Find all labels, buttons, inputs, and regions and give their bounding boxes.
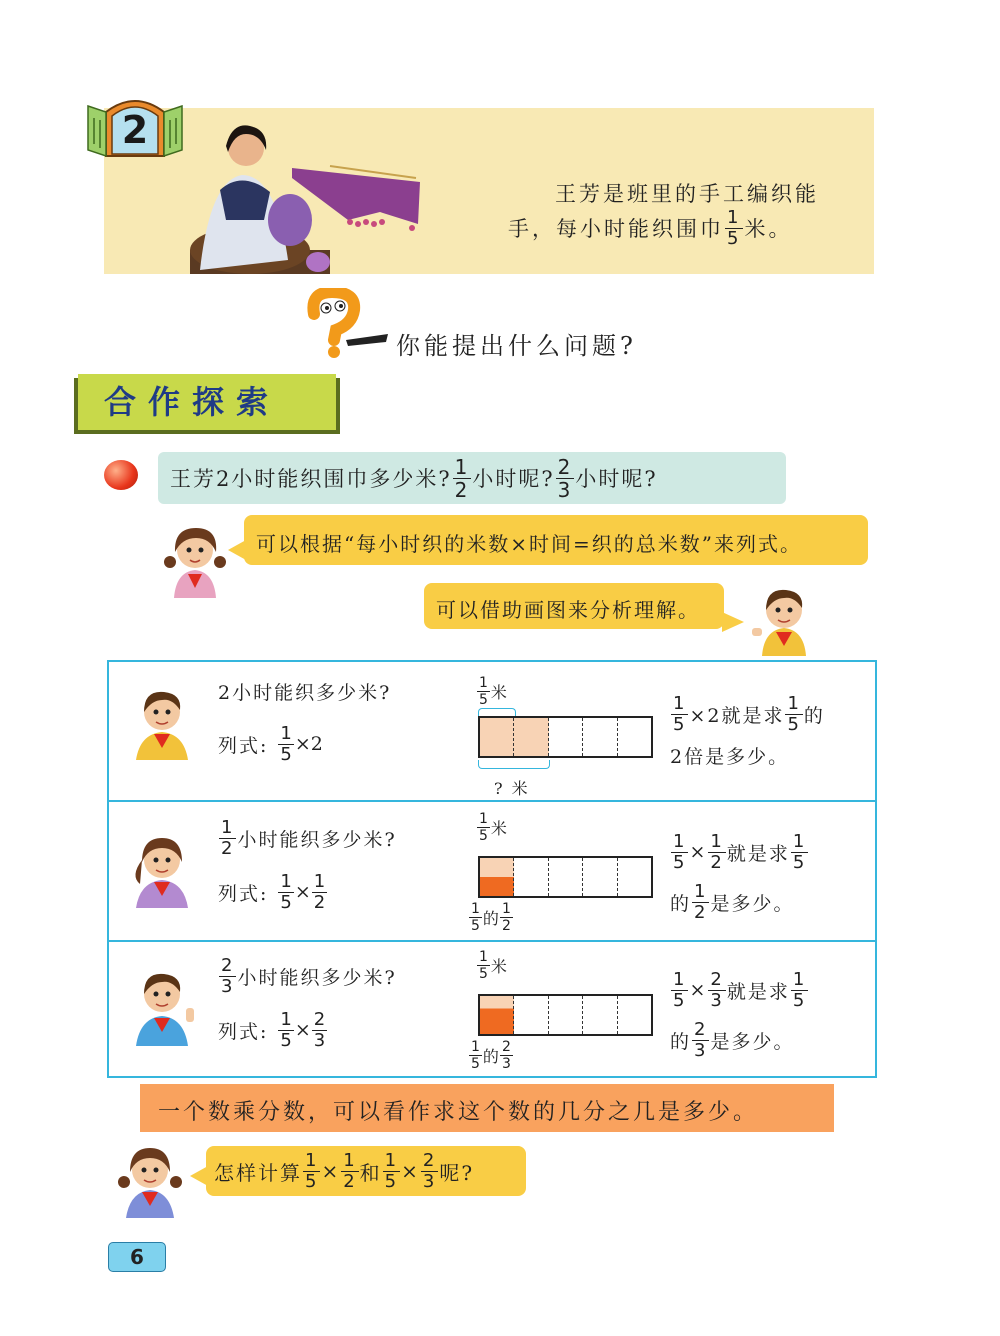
story-text-line2 — [508, 208, 792, 248]
bar-part-2 — [514, 858, 548, 896]
row1-bottom-brace — [478, 760, 550, 769]
row1-formula-label: 列式: — [218, 734, 269, 757]
main-question — [158, 452, 786, 504]
bar-part-3 — [549, 858, 583, 896]
hint-boy-tail — [722, 612, 744, 632]
hint-girl-text: 可以根据“每小时织的米数×时间=织的总米数”来列式。 — [256, 532, 802, 556]
row1-question: 2小时能织多少米? — [218, 682, 392, 704]
page-number: 6 — [108, 1242, 166, 1272]
boy-avatar-row3 — [124, 966, 200, 1046]
boy-avatar-row1 — [124, 684, 200, 760]
row2-explain-line1: $\frac{1}{5}$ × $\frac{1}{2}$ 就是求 $\frac{1}{5}$ — [673, 830, 807, 873]
prompt-question: 你能提出什么问题? — [396, 332, 637, 360]
row3-bottom-label: $\frac{1}{5}$ 的 $\frac{2}{3}$ — [471, 1039, 511, 1072]
bar-part-3 — [549, 996, 583, 1034]
row3-explain-line1: $\frac{1}{5}$ × $\frac{2}{3}$ 就是求 $\frac{1}{5}$ — [673, 968, 807, 1011]
row1-bottom-label: ? 米 — [494, 779, 530, 798]
row3-formula: 列式: $\frac{1}{5}$ × $\frac{2}{3}$ — [218, 1008, 326, 1051]
bar-part-4 — [583, 858, 617, 896]
row1-explain-line1: $\frac{1}{5}$ ×2就是求 $\frac{1}{5}$ 的 — [673, 692, 825, 735]
story-text-line1: 王芳是班里的手工编织能 — [555, 182, 819, 206]
bar-part-1 — [480, 718, 514, 756]
main-question-part2: 小时呢? — [472, 467, 555, 491]
row2-top-label: $\frac{1}{5}$ 米 — [479, 811, 507, 844]
row3-bar — [478, 994, 653, 1036]
row3-top-label: $\frac{1}{5}$ 米 — [479, 949, 507, 982]
question-mark-icon — [300, 288, 390, 358]
conclusion-text: 一个数乘分数，可以看作求这个数的几分之几是多少。 — [158, 1100, 759, 1125]
row2-bottom-label: $\frac{1}{5}$ 的 $\frac{1}{2}$ — [471, 901, 511, 934]
girl-avatar-final — [110, 1142, 190, 1218]
bar-part-5 — [618, 718, 651, 756]
row1-explain-line2: 2倍是多少。 — [670, 746, 790, 768]
bar-part-5 — [618, 858, 651, 896]
story-fraction: $\frac{1}{5}$ — [727, 206, 742, 249]
main-question-part3: 小时呢? — [575, 467, 658, 491]
section-title: 合作探索 — [78, 374, 336, 430]
bar-part-4 — [583, 996, 617, 1034]
lesson-number: 2 — [121, 108, 149, 152]
row1-formula-times: × — [294, 733, 311, 755]
bar-part-4 — [583, 718, 617, 756]
row3-question: $\frac{2}{3}$ 小时能织多少米? — [221, 954, 397, 997]
bar-part-3 — [549, 718, 583, 756]
row1-formula-two: 2 — [310, 733, 323, 755]
hint-girl-tail — [228, 540, 246, 560]
final-question-bubble: 怎样计算 $\frac{1}{5}$ × $\frac{1}{2}$ 和 $\frac{1}{5}$ × $\frac{2}{3}$ 呢? — [206, 1146, 526, 1196]
hint-boy-text: 可以借助画图来分析理解。 — [436, 598, 700, 622]
story-text-line2-post: 米。 — [744, 217, 793, 241]
bar-part-2 — [514, 996, 548, 1034]
row1-bar — [478, 716, 653, 758]
bar-part-2 — [514, 718, 548, 756]
row2-question: $\frac{1}{2}$ 小时能织多少米? — [221, 816, 397, 859]
row2-bar — [478, 856, 653, 898]
girl-avatar-row2 — [124, 832, 200, 908]
girl-avatar — [160, 522, 230, 598]
bar-part-1 — [480, 858, 514, 896]
row2-formula: 列式: $\frac{1}{5}$ × $\frac{1}{2}$ — [218, 870, 326, 913]
boy-avatar — [748, 584, 820, 656]
row2-explain-line2: 的 $\frac{1}{2}$ 是多少。 — [670, 880, 795, 923]
main-question-fraction-1: $\frac{1}{2}$ — [454, 454, 470, 502]
bar-part-1 — [480, 996, 514, 1034]
bar-part-5 — [618, 996, 651, 1034]
row1-formula-fraction: $\frac{1}{5}$ — [280, 722, 292, 765]
row3-explain-line2: 的 $\frac{2}{3}$ 是多少。 — [670, 1018, 795, 1061]
story-text-line2-pre: 手，每小时能织围巾 — [508, 217, 724, 241]
knitting-girl-illustration — [180, 120, 430, 274]
main-question-part1: 王芳2小时能织围巾多少米? — [170, 467, 452, 491]
row1-formula — [218, 724, 323, 764]
red-bullet-icon — [104, 460, 138, 490]
main-question-fraction-2: $\frac{2}{3}$ — [557, 454, 573, 502]
row1-top-label: $\frac{1}{5}$ 米 — [479, 675, 507, 708]
